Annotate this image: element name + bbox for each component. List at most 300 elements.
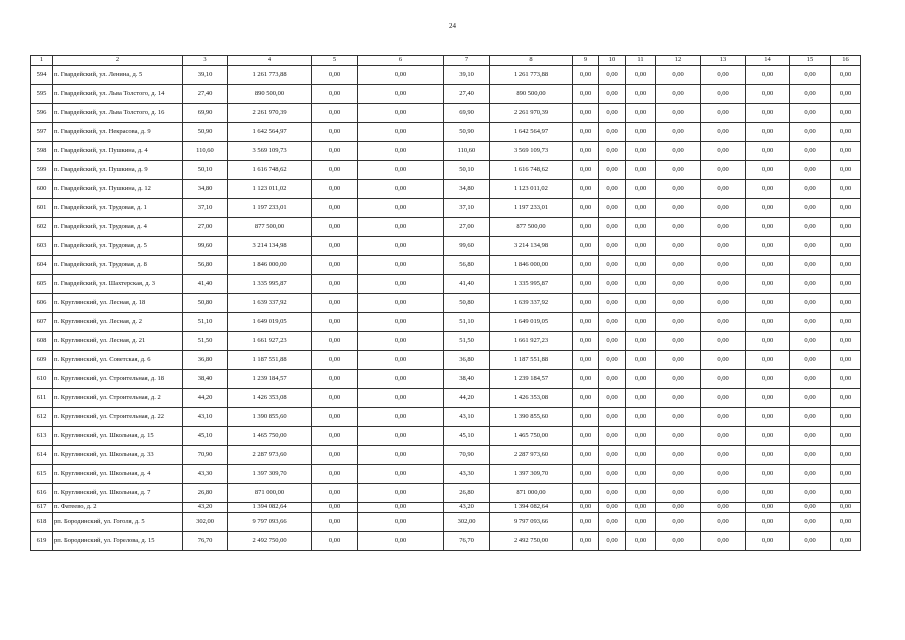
row-number-cell: 594 xyxy=(31,66,53,85)
value-cell: 0,00 xyxy=(626,332,656,351)
value-cell: 0,00 xyxy=(831,446,861,465)
value-cell: 0,00 xyxy=(746,237,790,256)
value-cell: 0,00 xyxy=(701,66,746,85)
value-cell: 0,00 xyxy=(831,351,861,370)
value-cell: 0,00 xyxy=(831,123,861,142)
address-cell: п. Круглянский, ул. Школьная, д. 4 xyxy=(53,465,183,484)
table-row xyxy=(31,484,861,503)
value-cell: 0,00 xyxy=(358,142,444,161)
value-cell: 1 465 750,00 xyxy=(228,427,312,446)
value-cell: 1 649 019,05 xyxy=(490,313,573,332)
value-cell: 0,00 xyxy=(831,503,861,513)
column-header: 9 xyxy=(573,56,599,66)
value-cell: 0,00 xyxy=(831,180,861,199)
row-number-cell: 613 xyxy=(31,427,53,446)
value-cell: 0,00 xyxy=(358,161,444,180)
row-number-cell: 595 xyxy=(31,85,53,104)
value-cell: 0,00 xyxy=(701,237,746,256)
value-cell: 0,00 xyxy=(358,484,444,503)
value-cell: 0,00 xyxy=(790,142,831,161)
value-cell: 1 426 353,08 xyxy=(228,389,312,408)
value-cell: 76,70 xyxy=(183,532,228,551)
row-number-cell: 599 xyxy=(31,161,53,180)
value-cell: 0,00 xyxy=(358,465,444,484)
value-cell: 0,00 xyxy=(656,180,701,199)
value-cell: 0,00 xyxy=(701,332,746,351)
value-cell: 1 261 773,88 xyxy=(228,66,312,85)
value-cell: 0,00 xyxy=(358,408,444,427)
table-row xyxy=(31,503,861,513)
value-cell: 0,00 xyxy=(626,465,656,484)
value-cell: 0,00 xyxy=(701,180,746,199)
value-cell: 50,90 xyxy=(444,123,490,142)
value-cell: 51,10 xyxy=(444,313,490,332)
value-cell: 37,10 xyxy=(444,199,490,218)
value-cell: 1 846 000,00 xyxy=(228,256,312,275)
value-cell: 0,00 xyxy=(746,427,790,446)
value-cell: 56,80 xyxy=(183,256,228,275)
table-row xyxy=(31,332,861,351)
address-cell: п. Фатеево, д. 2 xyxy=(53,503,183,513)
value-cell: 51,50 xyxy=(183,332,228,351)
value-cell: 0,00 xyxy=(626,532,656,551)
value-cell: 0,00 xyxy=(701,351,746,370)
value-cell: 0,00 xyxy=(746,446,790,465)
value-cell: 41,40 xyxy=(183,275,228,294)
value-cell: 0,00 xyxy=(599,513,626,532)
value-cell: 0,00 xyxy=(831,161,861,180)
value-cell: 0,00 xyxy=(312,66,358,85)
value-cell: 0,00 xyxy=(790,161,831,180)
address-cell: п. Гвардейский, ул. Трудовая, д. 5 xyxy=(53,237,183,256)
value-cell: 0,00 xyxy=(626,104,656,123)
value-cell: 0,00 xyxy=(790,199,831,218)
value-cell: 0,00 xyxy=(312,313,358,332)
value-cell: 1 187 551,88 xyxy=(228,351,312,370)
row-number-cell: 611 xyxy=(31,389,53,408)
value-cell: 0,00 xyxy=(831,313,861,332)
value-cell: 0,00 xyxy=(312,256,358,275)
page-number: 24 xyxy=(449,22,456,30)
value-cell: 0,00 xyxy=(790,370,831,389)
value-cell: 0,00 xyxy=(831,275,861,294)
value-cell: 871 000,00 xyxy=(490,484,573,503)
value-cell: 0,00 xyxy=(626,513,656,532)
value-cell: 0,00 xyxy=(358,256,444,275)
column-header: 13 xyxy=(701,56,746,66)
value-cell: 2 492 750,00 xyxy=(490,532,573,551)
value-cell: 0,00 xyxy=(746,275,790,294)
row-number-cell: 605 xyxy=(31,275,53,294)
value-cell: 0,00 xyxy=(701,104,746,123)
value-cell: 0,00 xyxy=(573,218,599,237)
value-cell: 51,10 xyxy=(183,313,228,332)
value-cell: 1 335 995,87 xyxy=(490,275,573,294)
column-number-row xyxy=(31,56,861,66)
value-cell: 0,00 xyxy=(312,161,358,180)
value-cell: 0,00 xyxy=(701,85,746,104)
value-cell: 0,00 xyxy=(573,427,599,446)
value-cell: 0,00 xyxy=(312,123,358,142)
value-cell: 0,00 xyxy=(358,180,444,199)
value-cell: 36,80 xyxy=(183,351,228,370)
value-cell: 26,80 xyxy=(183,484,228,503)
value-cell: 0,00 xyxy=(626,484,656,503)
row-number-cell: 596 xyxy=(31,104,53,123)
value-cell: 0,00 xyxy=(626,85,656,104)
value-cell: 0,00 xyxy=(790,332,831,351)
value-cell: 0,00 xyxy=(626,427,656,446)
value-cell: 0,00 xyxy=(701,370,746,389)
value-cell: 0,00 xyxy=(312,465,358,484)
value-cell: 0,00 xyxy=(599,427,626,446)
value-cell: 9 797 093,66 xyxy=(490,513,573,532)
value-cell: 1 335 995,87 xyxy=(228,275,312,294)
row-number-cell: 603 xyxy=(31,237,53,256)
value-cell: 0,00 xyxy=(831,142,861,161)
value-cell: 3 569 109,73 xyxy=(228,142,312,161)
value-cell: 0,00 xyxy=(831,389,861,408)
value-cell: 0,00 xyxy=(701,532,746,551)
value-cell: 0,00 xyxy=(701,218,746,237)
address-cell: п. Гвардейский, ул. Льва Толстого, д. 14 xyxy=(53,85,183,104)
value-cell: 0,00 xyxy=(599,199,626,218)
value-cell: 0,00 xyxy=(701,161,746,180)
value-cell: 0,00 xyxy=(746,513,790,532)
value-cell: 0,00 xyxy=(312,503,358,513)
value-cell: 0,00 xyxy=(831,427,861,446)
value-cell: 0,00 xyxy=(701,294,746,313)
value-cell: 0,00 xyxy=(358,532,444,551)
value-cell: 1 239 184,57 xyxy=(490,370,573,389)
value-cell: 0,00 xyxy=(312,142,358,161)
value-cell: 0,00 xyxy=(573,446,599,465)
value-cell: 0,00 xyxy=(573,332,599,351)
value-cell: 0,00 xyxy=(790,446,831,465)
value-cell: 44,20 xyxy=(183,389,228,408)
value-cell: 0,00 xyxy=(626,313,656,332)
value-cell: 0,00 xyxy=(312,532,358,551)
value-cell: 50,10 xyxy=(444,161,490,180)
value-cell: 43,20 xyxy=(444,503,490,513)
value-cell: 0,00 xyxy=(656,237,701,256)
value-cell: 0,00 xyxy=(746,389,790,408)
table-row xyxy=(31,532,861,551)
value-cell: 34,80 xyxy=(444,180,490,199)
value-cell: 0,00 xyxy=(358,370,444,389)
value-cell: 0,00 xyxy=(701,313,746,332)
value-cell: 0,00 xyxy=(790,123,831,142)
value-cell: 1 661 927,23 xyxy=(490,332,573,351)
value-cell: 0,00 xyxy=(599,389,626,408)
row-number-cell: 607 xyxy=(31,313,53,332)
value-cell: 0,00 xyxy=(312,199,358,218)
value-cell: 1 397 309,70 xyxy=(490,465,573,484)
value-cell: 0,00 xyxy=(656,513,701,532)
value-cell: 0,00 xyxy=(626,66,656,85)
value-cell: 0,00 xyxy=(831,532,861,551)
value-cell: 76,70 xyxy=(444,532,490,551)
table-row xyxy=(31,294,861,313)
value-cell: 0,00 xyxy=(701,275,746,294)
value-cell: 0,00 xyxy=(312,484,358,503)
value-cell: 0,00 xyxy=(312,446,358,465)
value-cell: 0,00 xyxy=(790,313,831,332)
value-cell: 0,00 xyxy=(358,294,444,313)
value-cell: 0,00 xyxy=(701,199,746,218)
value-cell: 1 846 000,00 xyxy=(490,256,573,275)
value-cell: 45,10 xyxy=(444,427,490,446)
value-cell: 1 390 855,60 xyxy=(490,408,573,427)
value-cell: 0,00 xyxy=(790,85,831,104)
address-cell: п. Гвардейский, ул. Пушкина, д. 4 xyxy=(53,142,183,161)
value-cell: 1 616 748,62 xyxy=(490,161,573,180)
address-cell: п. Гвардейский, ул. Трудовая, д. 1 xyxy=(53,199,183,218)
value-cell: 0,00 xyxy=(626,142,656,161)
value-cell: 0,00 xyxy=(746,66,790,85)
value-cell: 1 261 773,88 xyxy=(490,66,573,85)
value-cell: 0,00 xyxy=(656,85,701,104)
value-cell: 99,60 xyxy=(444,237,490,256)
row-number-cell: 602 xyxy=(31,218,53,237)
value-cell: 27,00 xyxy=(444,218,490,237)
address-cell: п. Круглянский, ул. Советская, д. 6 xyxy=(53,351,183,370)
value-cell: 1 649 019,05 xyxy=(228,313,312,332)
address-cell: п. Круглянский, ул. Школьная, д. 15 xyxy=(53,427,183,446)
value-cell: 43,30 xyxy=(444,465,490,484)
row-number-cell: 618 xyxy=(31,513,53,532)
column-header: 4 xyxy=(228,56,312,66)
value-cell: 0,00 xyxy=(746,370,790,389)
value-cell: 0,00 xyxy=(831,370,861,389)
value-cell: 0,00 xyxy=(701,503,746,513)
value-cell: 0,00 xyxy=(358,218,444,237)
value-cell: 0,00 xyxy=(701,484,746,503)
value-cell: 0,00 xyxy=(790,294,831,313)
value-cell: 0,00 xyxy=(656,199,701,218)
value-cell: 0,00 xyxy=(626,180,656,199)
address-cell: п. Круглянский, ул. Строительная, д. 18 xyxy=(53,370,183,389)
value-cell: 0,00 xyxy=(831,465,861,484)
value-cell: 0,00 xyxy=(358,513,444,532)
column-header: 8 xyxy=(490,56,573,66)
value-cell: 50,80 xyxy=(444,294,490,313)
column-header: 10 xyxy=(599,56,626,66)
address-cell: п. Круглянский, ул. Строительная, д. 2 xyxy=(53,389,183,408)
value-cell: 0,00 xyxy=(831,408,861,427)
value-cell: 34,80 xyxy=(183,180,228,199)
value-cell: 0,00 xyxy=(573,123,599,142)
value-cell: 0,00 xyxy=(573,180,599,199)
value-cell: 1 197 233,01 xyxy=(490,199,573,218)
value-cell: 0,00 xyxy=(831,218,861,237)
value-cell: 0,00 xyxy=(701,446,746,465)
value-cell: 69,90 xyxy=(183,104,228,123)
address-cell: п. Круглянский, ул. Лесная, д. 18 xyxy=(53,294,183,313)
value-cell: 0,00 xyxy=(626,503,656,513)
value-cell: 0,00 xyxy=(599,294,626,313)
value-cell: 0,00 xyxy=(312,351,358,370)
value-cell: 1 616 748,62 xyxy=(228,161,312,180)
value-cell: 0,00 xyxy=(746,503,790,513)
value-cell: 0,00 xyxy=(701,123,746,142)
value-cell: 0,00 xyxy=(599,218,626,237)
value-cell: 43,10 xyxy=(183,408,228,427)
value-cell: 0,00 xyxy=(599,66,626,85)
row-number-cell: 617 xyxy=(31,503,53,513)
row-number-cell: 609 xyxy=(31,351,53,370)
value-cell: 27,00 xyxy=(183,218,228,237)
value-cell: 26,80 xyxy=(444,484,490,503)
value-cell: 2 492 750,00 xyxy=(228,532,312,551)
value-cell: 0,00 xyxy=(312,218,358,237)
value-cell: 1 239 184,57 xyxy=(228,370,312,389)
value-cell: 70,90 xyxy=(444,446,490,465)
value-cell: 0,00 xyxy=(358,446,444,465)
address-cell: п. Круглянский, ул. Школьная, д. 7 xyxy=(53,484,183,503)
value-cell: 0,00 xyxy=(599,237,626,256)
value-cell: 0,00 xyxy=(573,104,599,123)
value-cell: 0,00 xyxy=(656,503,701,513)
address-cell: рп. Бородинский, ул. Гоголя, д. 5 xyxy=(53,513,183,532)
value-cell: 0,00 xyxy=(573,142,599,161)
value-cell: 0,00 xyxy=(358,503,444,513)
value-cell: 1 642 564,97 xyxy=(228,123,312,142)
value-cell: 0,00 xyxy=(746,85,790,104)
row-number-cell: 615 xyxy=(31,465,53,484)
value-cell: 0,00 xyxy=(656,275,701,294)
registry-table xyxy=(30,55,861,551)
value-cell: 0,00 xyxy=(573,85,599,104)
value-cell: 0,00 xyxy=(656,161,701,180)
value-cell: 43,30 xyxy=(183,465,228,484)
value-cell: 0,00 xyxy=(358,427,444,446)
table-row xyxy=(31,427,861,446)
value-cell: 0,00 xyxy=(656,389,701,408)
value-cell: 0,00 xyxy=(358,199,444,218)
table-row xyxy=(31,513,861,532)
value-cell: 877 500,00 xyxy=(490,218,573,237)
row-number-cell: 612 xyxy=(31,408,53,427)
value-cell: 0,00 xyxy=(626,275,656,294)
table-row xyxy=(31,85,861,104)
table-row xyxy=(31,389,861,408)
address-cell: п. Круглянский, ул. Лесная, д. 21 xyxy=(53,332,183,351)
value-cell: 0,00 xyxy=(656,408,701,427)
value-cell: 0,00 xyxy=(656,332,701,351)
value-cell: 43,20 xyxy=(183,503,228,513)
value-cell: 0,00 xyxy=(656,123,701,142)
value-cell: 70,90 xyxy=(183,446,228,465)
value-cell: 0,00 xyxy=(790,104,831,123)
row-number-cell: 619 xyxy=(31,532,53,551)
row-number-cell: 606 xyxy=(31,294,53,313)
value-cell: 0,00 xyxy=(573,408,599,427)
value-cell: 0,00 xyxy=(790,484,831,503)
value-cell: 3 214 134,98 xyxy=(490,237,573,256)
address-cell: п. Гвардейский, ул. Шахтерская, д. 3 xyxy=(53,275,183,294)
value-cell: 0,00 xyxy=(790,532,831,551)
value-cell: 0,00 xyxy=(573,237,599,256)
value-cell: 0,00 xyxy=(626,370,656,389)
value-cell: 0,00 xyxy=(573,532,599,551)
value-cell: 0,00 xyxy=(746,142,790,161)
value-cell: 2 261 970,39 xyxy=(490,104,573,123)
value-cell: 0,00 xyxy=(626,218,656,237)
value-cell: 0,00 xyxy=(358,104,444,123)
value-cell: 0,00 xyxy=(831,104,861,123)
value-cell: 9 797 093,66 xyxy=(228,513,312,532)
value-cell: 0,00 xyxy=(656,351,701,370)
value-cell: 56,80 xyxy=(444,256,490,275)
value-cell: 0,00 xyxy=(790,218,831,237)
value-cell: 0,00 xyxy=(746,294,790,313)
column-header: 16 xyxy=(831,56,861,66)
value-cell: 45,10 xyxy=(183,427,228,446)
address-cell: п. Гвардейский, ул. Ленина, д. 5 xyxy=(53,66,183,85)
value-cell: 1 642 564,97 xyxy=(490,123,573,142)
value-cell: 0,00 xyxy=(701,465,746,484)
address-cell: п. Гвардейский, ул. Льва Толстого, д. 16 xyxy=(53,104,183,123)
value-cell: 0,00 xyxy=(358,85,444,104)
value-cell: 0,00 xyxy=(626,237,656,256)
value-cell: 1 397 309,70 xyxy=(228,465,312,484)
value-cell: 302,00 xyxy=(444,513,490,532)
value-cell: 38,40 xyxy=(183,370,228,389)
value-cell: 0,00 xyxy=(573,313,599,332)
address-cell: п. Гвардейский, ул. Пушкина, д. 9 xyxy=(53,161,183,180)
value-cell: 0,00 xyxy=(701,513,746,532)
value-cell: 0,00 xyxy=(599,85,626,104)
value-cell: 0,00 xyxy=(831,484,861,503)
value-cell: 69,90 xyxy=(444,104,490,123)
value-cell: 0,00 xyxy=(626,256,656,275)
table-row xyxy=(31,142,861,161)
row-number-cell: 601 xyxy=(31,199,53,218)
value-cell: 0,00 xyxy=(312,513,358,532)
value-cell: 110,60 xyxy=(444,142,490,161)
value-cell: 0,00 xyxy=(656,294,701,313)
row-number-cell: 598 xyxy=(31,142,53,161)
value-cell: 1 639 337,92 xyxy=(228,294,312,313)
value-cell: 0,00 xyxy=(790,427,831,446)
value-cell: 0,00 xyxy=(656,313,701,332)
value-cell: 0,00 xyxy=(790,237,831,256)
value-cell: 0,00 xyxy=(573,513,599,532)
value-cell: 0,00 xyxy=(573,294,599,313)
registry-body xyxy=(31,66,861,551)
value-cell: 0,00 xyxy=(573,351,599,370)
table-row xyxy=(31,104,861,123)
value-cell: 0,00 xyxy=(746,465,790,484)
value-cell: 0,00 xyxy=(358,275,444,294)
column-header: 14 xyxy=(746,56,790,66)
value-cell: 0,00 xyxy=(573,389,599,408)
value-cell: 2 287 973,60 xyxy=(490,446,573,465)
value-cell: 1 187 551,88 xyxy=(490,351,573,370)
address-cell: п. Гвардейский, ул. Некрасова, д. 9 xyxy=(53,123,183,142)
value-cell: 0,00 xyxy=(573,199,599,218)
table-row xyxy=(31,161,861,180)
value-cell: 110,60 xyxy=(183,142,228,161)
value-cell: 0,00 xyxy=(358,66,444,85)
value-cell: 0,00 xyxy=(599,313,626,332)
value-cell: 0,00 xyxy=(599,275,626,294)
value-cell: 0,00 xyxy=(358,237,444,256)
value-cell: 0,00 xyxy=(746,180,790,199)
row-number-cell: 614 xyxy=(31,446,53,465)
value-cell: 0,00 xyxy=(312,275,358,294)
